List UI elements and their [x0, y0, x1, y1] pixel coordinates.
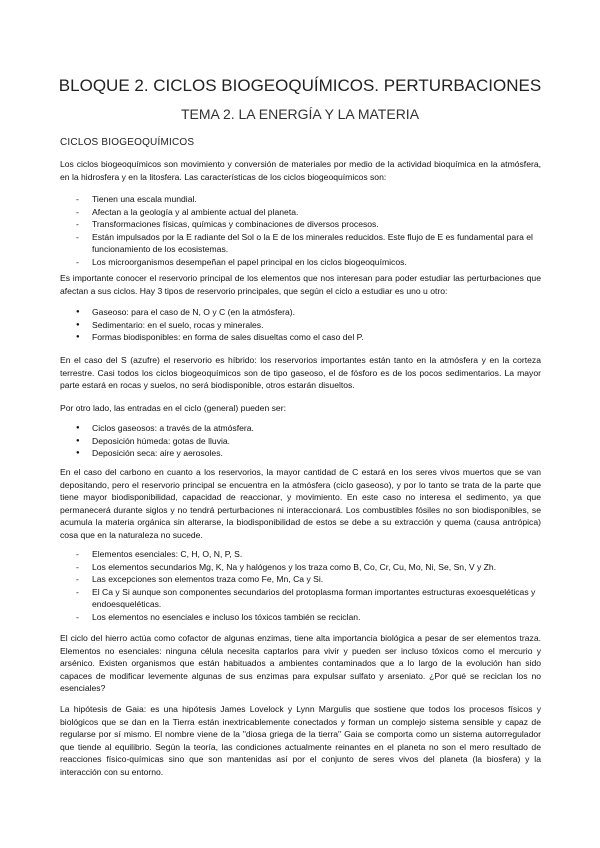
iron-block — [60, 632, 541, 695]
inputs-intro-block — [60, 402, 541, 415]
list-item: - Tienen una escala mundial. — [60, 193, 541, 206]
inputs-list — [60, 422, 541, 460]
page-title: BLOQUE 2. CICLOS BIOGEOQUÍMICOS. PERTURBACIONES — [58, 76, 542, 95]
gaia-block — [60, 703, 541, 779]
list-item: - El Ca y Si aunque son componentes secundarios del protoplasma forman importantes estructuras exoesqueléticas y endoesqueléticas. — [60, 586, 541, 611]
list-item: - Los elementos no esenciales e incluso los tóxicos también se reciclan. — [60, 611, 541, 624]
gaia-paragraph: La hipótesis de Gaia: es una hipótesis James Lovelock y Lynn Margulis que sostiene que todos los procesos físicos y biológicos que se dan en la Tierra están inextricablemente conectados y forman un complejo sistema sensible y capaz de regularse por sí mismo. El nombre viene de la "diosa griega de la tierra" Gaia se comporta como un sistema autorregulador que tiende al equilibrio. Según la teoría, las condiciones actualmente reinantes en el planeta no son el mero resultado de reacciones físico-químicas sino que son mantenidas así por el conjunto de seres vivos del planeta (la biosfera) y la interacción con su entorno. — [60, 704, 541, 777]
section-heading: CICLOS BIOGEOQUÍMICOS — [60, 137, 195, 148]
sulfur-paragraph: En el caso del S (azufre) el reservorio es híbrido: los reservorios importantes están tanto en la atmósfera y en la corteza terrestre. Casi todos los ciclos biogeoquímicos son de tipo gaseoso, el de fósforo es de los pocos sedimentarios. La mayor parte estará en rocas y suelos, no será biodisponible, otros estarán disueltos. — [60, 355, 541, 391]
elements-block — [60, 548, 541, 624]
carbon-block — [60, 466, 541, 542]
list-item: ● Gaseoso: para el caso de N, O y C (en la atmósfera). — [60, 306, 541, 319]
list-item: - Están impulsados por la E radiante del Sol o la E de los minerales reducidos. Este flujo de E es fundamental para el funcionamiento de los ecosistemas. — [60, 231, 541, 256]
characteristics-list — [60, 193, 541, 269]
inputs-paragraph: Por otro lado, las entradas en el ciclo (general) pueden ser: — [60, 403, 286, 413]
reservoir-intro-block — [60, 272, 541, 297]
list-item: - Afectan a la geología y al ambiente actual del planeta. — [60, 206, 541, 219]
reservoir-paragraph: Es importante conocer el reservorio principal de los elementos que nos interesan para poder estudiar las perturbaciones que afectan a sus ciclos. Hay 3 tipos de reservorio principales, que según el ciclo a estudiar es uno u otro: — [60, 273, 541, 296]
iron-paragraph: El ciclo del hierro actúa como cofactor de algunas enzimas, tiene alta importancia biológica a pesar de ser elementos traza. Elementos no esenciales: ninguna célula necesita captarlos para vivir y pueden ser incluso tóxicos como el mercurio y arsénico. Existen organismos que están habituados a ambientes contaminados que a lo largo de la evolución han sido capaces de modificar levemente algunas de sus enzimas para expulsar sulfato y arseniato. ¿Por qué se reciclan los no esenciales? — [60, 633, 541, 694]
intro-block — [60, 158, 541, 183]
reservoirs-block — [60, 306, 541, 344]
list-item: - Transformaciones físicas, químicas y combinaciones de diversos procesos. — [60, 218, 541, 231]
sulfur-block — [60, 354, 541, 392]
carbon-paragraph: En el caso del carbono en cuanto a los reservorios, la mayor cantidad de C estará en los seres vivos muertos que se van depositando, pero el reservorio principal se encuentra en la atmósfera (ciclo gaseoso), y por lo tanto se trata de la parte que tiene mayor biodisponibilidad, capacidad de reaccionar, y movimiento. En este caso no interesa el sedimento, ya que permanecerá durante siglos y no tendrá perturbaciones ni interaccionará. Los combustibles fósiles no son biodisponibles, se acumula la materia orgánica sin alterarse, la biodisponibilidad de estos se debe a su extracción y quema (causa antrópica) cosa que en la naturaleza no sucede. — [60, 467, 541, 540]
intro-paragraph: Los ciclos biogeoquímicos son movimiento y conversión de materiales por medio de la actividad bioquímica en la atmósfera, en la hidrosfera y en la litosfera. Las características de los ciclos biogeoquímicos son: — [60, 159, 541, 182]
list-item: ● Deposición húmeda: gotas de lluvia. — [60, 435, 541, 448]
list-item: ● Sedimentario: en el suelo, rocas y minerales. — [60, 319, 541, 332]
page-subtitle: TEMA 2. LA ENERGÍA Y LA MATERIA — [180, 106, 420, 122]
list-item: ● Deposición seca: aire y aerosoles. — [60, 447, 541, 460]
list-item: ● Ciclos gaseosos: a través de la atmósfera. — [60, 422, 541, 435]
inputs-block — [60, 422, 541, 460]
list-item: - Los microorganismos desempeñan el papel principal en los ciclos biogeoquímicos. — [60, 256, 541, 269]
list-item: ● Formas biodisponibles: en forma de sales disueltas como el caso del P. — [60, 331, 541, 344]
list-item: - Elementos esenciales: C, H, O, N, P, S. — [60, 548, 541, 561]
list-item: - Los elementos secundarios Mg, K, Na y halógenos y los traza como B, Co, Cr, Cu, Mo, Ni, Se, Sn, V y Zh. — [60, 561, 541, 574]
reservoirs-list — [60, 306, 541, 344]
elements-list — [60, 548, 541, 624]
list-item: - Las excepciones son elementos traza como Fe, Mn, Ca y Si. — [60, 573, 541, 586]
characteristics-block — [60, 193, 541, 269]
